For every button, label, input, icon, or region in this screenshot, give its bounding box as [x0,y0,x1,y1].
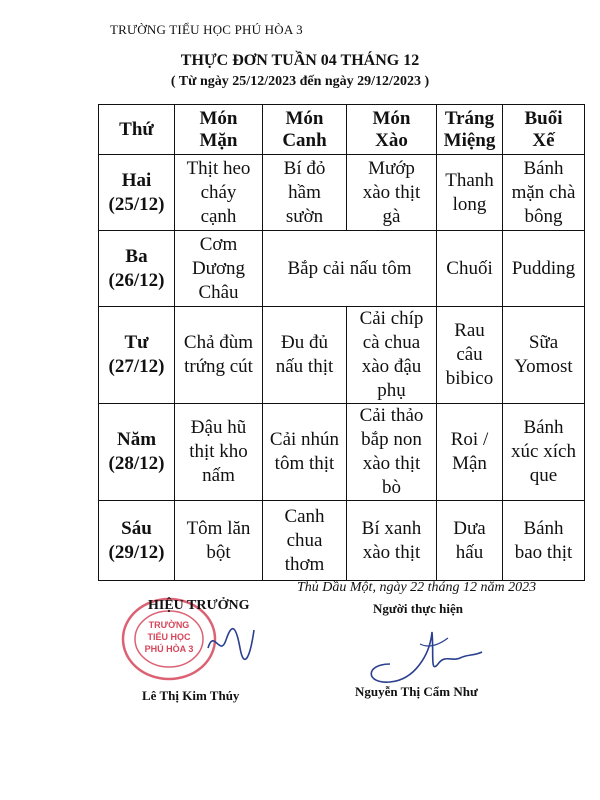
preparer-name: Nguyễn Thị Cẩm Như [355,684,478,699]
day-cell: Năm (28/12) [99,404,175,501]
stamp-line-2: TIỂU HỌC [147,632,191,642]
dessert-cell: Roi / Mận [437,404,503,501]
snack-cell: Pudding [503,231,585,307]
dessert-cell: Dưa hấu [437,501,503,581]
principal-signature [200,618,260,666]
day-cell: Sáu (29/12) [99,501,175,581]
day-cell: Tư (27/12) [99,307,175,404]
stir-fry-cell: Bí xanh xào thịt [347,501,437,581]
table-header-row [99,105,585,155]
soup-cell: Bí đỏ hầm sườn [263,155,347,231]
snack-cell: Bánh xúc xích que [503,404,585,501]
day-cell: Ba (26/12) [99,231,175,307]
soup-stir-fry-merged-cell: Bắp cải nấu tôm [263,231,437,307]
main-dish-cell: Chả đùm trứng cút [175,307,263,404]
header-afternoon-snack: Buổi Xế [503,105,585,155]
dessert-cell: Chuối [437,231,503,307]
signature-date-line: Thủ Dầu Một, ngày 22 tháng 12 năm 2023 [297,580,537,595]
header-soup: Món Canh [263,105,347,155]
main-dish-cell: Cơm Dương Châu [175,231,263,307]
dessert-cell: Rau câu bibico [437,307,503,404]
menu-title: THỰC ĐƠN TUẦN 04 THÁNG 12 [180,52,420,69]
stamp-line-3: PHÚ HÒA 3 [144,644,194,654]
table-row [99,155,585,231]
header-main-dish: Món Mặn [175,105,263,155]
table-row [99,231,585,307]
menu-date-range: ( Từ ngày 25/12/2023 đến ngày 29/12/2023 ) [170,74,430,89]
principal-title: HIỆU TRƯỞNG [148,598,250,613]
soup-cell: Đu đủ nấu thịt [263,307,347,404]
table-row [99,307,585,404]
stir-fry-cell: Mướp xào thịt gà [347,155,437,231]
table-row [99,404,585,501]
day-cell: Hai (25/12) [99,155,175,231]
soup-cell: Canh chua thơm [263,501,347,581]
preparer-title: Người thực hiện [373,601,463,616]
soup-cell: Cải nhún tôm thịt [263,404,347,501]
dessert-cell: Thanh long [437,155,503,231]
snack-cell: Bánh mặn chà bông [503,155,585,231]
snack-cell: Bánh bao thịt [503,501,585,581]
stir-fry-cell: Cải chíp cà chua xào đậu phụ [347,307,437,404]
snack-cell: Sữa Yomost [503,307,585,404]
table-row [99,501,585,581]
main-dish-cell: Thịt heo cháy cạnh [175,155,263,231]
main-dish-cell: Đậu hũ thịt kho nấm [175,404,263,501]
header-day: Thứ [99,105,175,155]
header-dessert: Tráng Miệng [437,105,503,155]
menu-table [98,104,585,581]
stir-fry-cell: Cải thảo bắp non xào thịt bò [347,404,437,501]
school-name: TRƯỜNG TIỂU HỌC PHÚ HÒA 3 [110,22,303,37]
main-dish-cell: Tôm lăn bột [175,501,263,581]
header-stir-fry: Món Xào [347,105,437,155]
principal-name: Lê Thị Kim Thúy [142,688,240,703]
stamp-line-1: TRƯỜNG [148,620,190,630]
